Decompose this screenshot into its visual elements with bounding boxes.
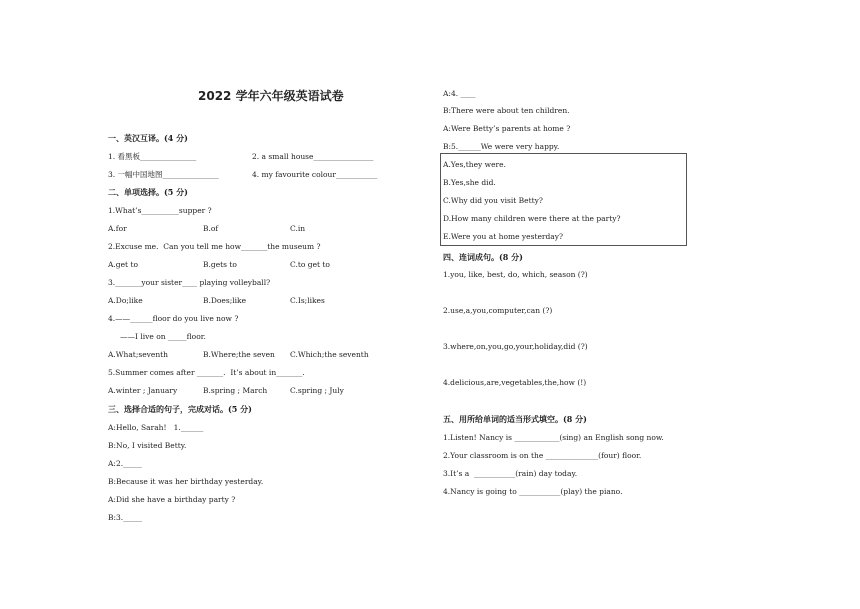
sec2-question-4-reply: ——I live on _____floor. xyxy=(120,332,206,341)
sec1-question-2: 2. a small house________________ xyxy=(252,152,374,161)
sec2-question-4: 4.——______floor do you live now ? xyxy=(108,314,239,323)
dialogue-line-6: B:3._____ xyxy=(108,513,142,522)
sec2-question-3: 3._______your sister____ playing volleyball? xyxy=(108,278,271,287)
sec2-q2-option-a: A.get to xyxy=(108,260,138,269)
sec5-question-2: 2.Your classroom is on the ______________(four) floor. xyxy=(443,451,642,460)
sec2-q3-option-c: C.Is;likes xyxy=(290,296,325,305)
sec2-q3-option-b: B.Does;like xyxy=(203,296,247,305)
sec2-q4-option-b: B.Where;the seven xyxy=(203,350,275,359)
sec2-q1-option-a: A.for xyxy=(108,224,127,233)
dialogue-line-4: B:Because it was her birthday yesterday. xyxy=(108,477,264,486)
sec4-question-1: 1.you, like, best, do, which, season (?) xyxy=(443,270,588,279)
dialogue-line-2: B:No, I visited Betty. xyxy=(108,441,187,450)
sec2-q5-option-c: C.spring ; July xyxy=(290,386,344,395)
sec5-question-1: 1.Listen! Nancy is ____________(sing) an English song now. xyxy=(443,433,664,442)
sec2-q4-option-a: A.What;seventh xyxy=(108,350,168,359)
sec2-question-5: 5.Summer comes after _______. It’s about in_______. xyxy=(108,368,305,377)
option-e: E.Were you at home yesterday? xyxy=(443,232,564,241)
sec2-q3-option-a: A.Do;like xyxy=(108,296,143,305)
dialogue-line-8: B:There were about ten children. xyxy=(443,106,570,115)
dialogue-line-5: A:Did she have a birthday party ? xyxy=(108,495,236,504)
option-a: A.Yes,they were. xyxy=(443,160,506,169)
sec2-q4-option-c: C.Which;the seventh xyxy=(290,350,369,359)
sec4-question-4: 4.delicious,are,vegetables,the,how (!) xyxy=(443,378,587,387)
option-c: C.Why did you visit Betty? xyxy=(443,196,543,205)
sec5-question-3: 3.It’s a ___________(rain) day today. xyxy=(443,469,578,478)
dialogue-line-3: A:2._____ xyxy=(108,459,142,468)
sec2-question-1: 1.What’s__________supper ? xyxy=(108,206,212,215)
section-2-heading: 二、单项选择。(5 分) xyxy=(108,187,188,197)
dialogue-line-1: A:Hello, Sarah! 1.______ xyxy=(108,423,204,432)
sec2-q5-option-b: B.spring ; March xyxy=(203,386,268,395)
sec2-q1-option-b: B.of xyxy=(203,224,219,233)
sec1-question-3: 3. 一幅中国地图_______________ xyxy=(108,170,219,179)
exam-title: 2022 学年六年级英语试卷 xyxy=(198,89,344,103)
sec2-q1-option-c: C.in xyxy=(290,224,306,233)
section-1-heading: 一、英汉互译。(4 分) xyxy=(108,133,188,143)
dialogue-line-7: A:4. ____ xyxy=(443,89,476,98)
sec1-question-4: 4. my favourite colour___________ xyxy=(252,170,378,179)
section-3-heading: 三、选择合适的句子，完成对话。(5 分) xyxy=(108,404,252,414)
sec5-question-4: 4.Nancy is going to ___________(play) the piano. xyxy=(443,487,623,496)
option-b: B.Yes,she did. xyxy=(443,178,496,187)
sec2-question-2: 2.Excuse me. Can you tell me how_______the museum ? xyxy=(108,242,321,251)
option-d: D.How many children were there at the party? xyxy=(443,214,621,223)
section-5-heading: 五、用所给单词的适当形式填空。(8 分) xyxy=(443,414,587,424)
sec4-question-3: 3.where,on,you,go,your,holiday,did (?) xyxy=(443,342,588,351)
dialogue-line-9: A:Were Betty’s parents at home ? xyxy=(443,124,571,133)
sec4-question-2: 2.use,a,you,computer,can (?) xyxy=(443,306,553,315)
section-4-heading: 四、连词成句。(8 分) xyxy=(443,252,523,262)
sec2-q2-option-b: B.gets to xyxy=(203,260,237,269)
sec2-q2-option-c: C.to get to xyxy=(290,260,330,269)
dialogue-line-10: B:5.______We were very happy. xyxy=(443,142,560,151)
sec2-q5-option-a: A.winter ; January xyxy=(108,386,178,395)
sec1-question-1: 1. 看黑板_______________ xyxy=(108,152,197,161)
